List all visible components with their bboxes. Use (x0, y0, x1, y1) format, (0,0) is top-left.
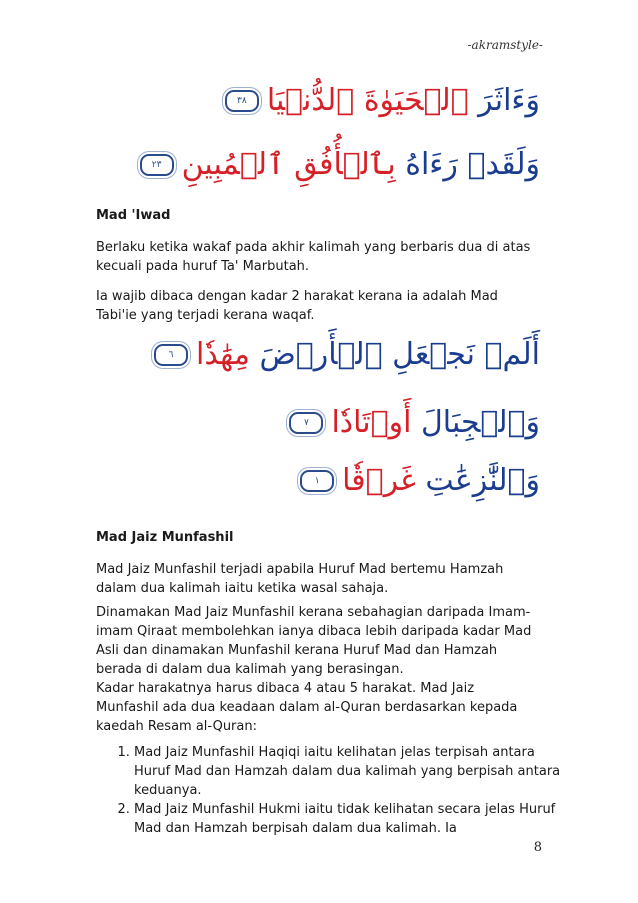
arabic-verse: أَلَمۡ نَجۡعَلِ ٱلۡأَرۡضَ مِهَٰدٗا (196, 337, 540, 372)
ayah-marker-icon: ٢٣ (140, 154, 174, 176)
paragraph: Mad Jaiz Munfashil terjadi apabila Huruf Mad bertemu Hamzah dalam dua kalimah iaitu ketika wasal sahaja. (96, 562, 504, 596)
list-item: 1. Mad Jaiz Munfashil Haqiqi iaitu kelihatan jelas terpisah antara Huruf Mad dan Hamzah dalam dua kalimah yang berpisah antara keduanya. (134, 743, 574, 800)
arabic-verse: وَٱلۡجِبَالَ أَوۡتَادٗا (331, 405, 540, 440)
ayah-marker-icon: ٣٨ (225, 90, 259, 112)
page-number: 8 (533, 840, 542, 855)
verse-line (300, 463, 540, 498)
paragraph: Ia wajib dibaca dengan kadar 2 harakat kerana ia adalah Mad Tabi'ie yang terjadi kerana waqaf. (96, 289, 498, 323)
arabic-verse: وَٱلنَّٰزِعَٰتِ غَرۡقٗا (342, 463, 540, 498)
verse-line (225, 83, 540, 118)
ayah-marker-icon: ٦ (154, 344, 188, 366)
numbered-list (96, 743, 574, 838)
verse-line (289, 405, 540, 440)
arabic-verse: وَلَقَدۡ رَءَاهُ بِٱلۡأُفُقِ ٱلۡمُبِينِ (181, 147, 540, 182)
paragraph: Kadar harakatnya harus dibaca 4 atau 5 harakat. Mad Jaiz Munfashil ada dua keadaan dalam al-Quran berdasarkan kepada kaedah Resam al-Quran: (96, 681, 518, 734)
verse-line (154, 337, 540, 372)
ayah-marker-icon: ١ (300, 470, 334, 492)
page-header: -akramstyle- (467, 38, 543, 52)
list-item: 2. Mad Jaiz Munfashil Hukmi iaitu tidak kelihatan secara jelas Huruf Mad dan Hamzah berpisah dalam dua kalimah. Ia (134, 800, 574, 838)
paragraph: Dinamakan Mad Jaiz Munfashil kerana sebahagian daripada Imam-imam Qiraat membolehkan ianya dibaca lebih daripada kadar Mad Asli dan dinamakan Munfashil kerana Huruf Mad dan Hamzah berada di dalam dua kalimah yang berasingan. (96, 605, 532, 677)
section-heading: Mad 'Iwad (96, 208, 171, 223)
ayah-marker-icon: ٧ (289, 412, 323, 434)
verse-line (140, 147, 540, 182)
arabic-verse: وَءَاثَرَ ٱلۡحَيَوٰةَ ٱلدُّنۡيَا (266, 83, 540, 118)
paragraph: Berlaku ketika wakaf pada akhir kalimah yang berbaris dua di atas kecuali pada huruf Ta' Marbutah. (96, 240, 531, 274)
section-heading: Mad Jaiz Munfashil (96, 530, 234, 545)
